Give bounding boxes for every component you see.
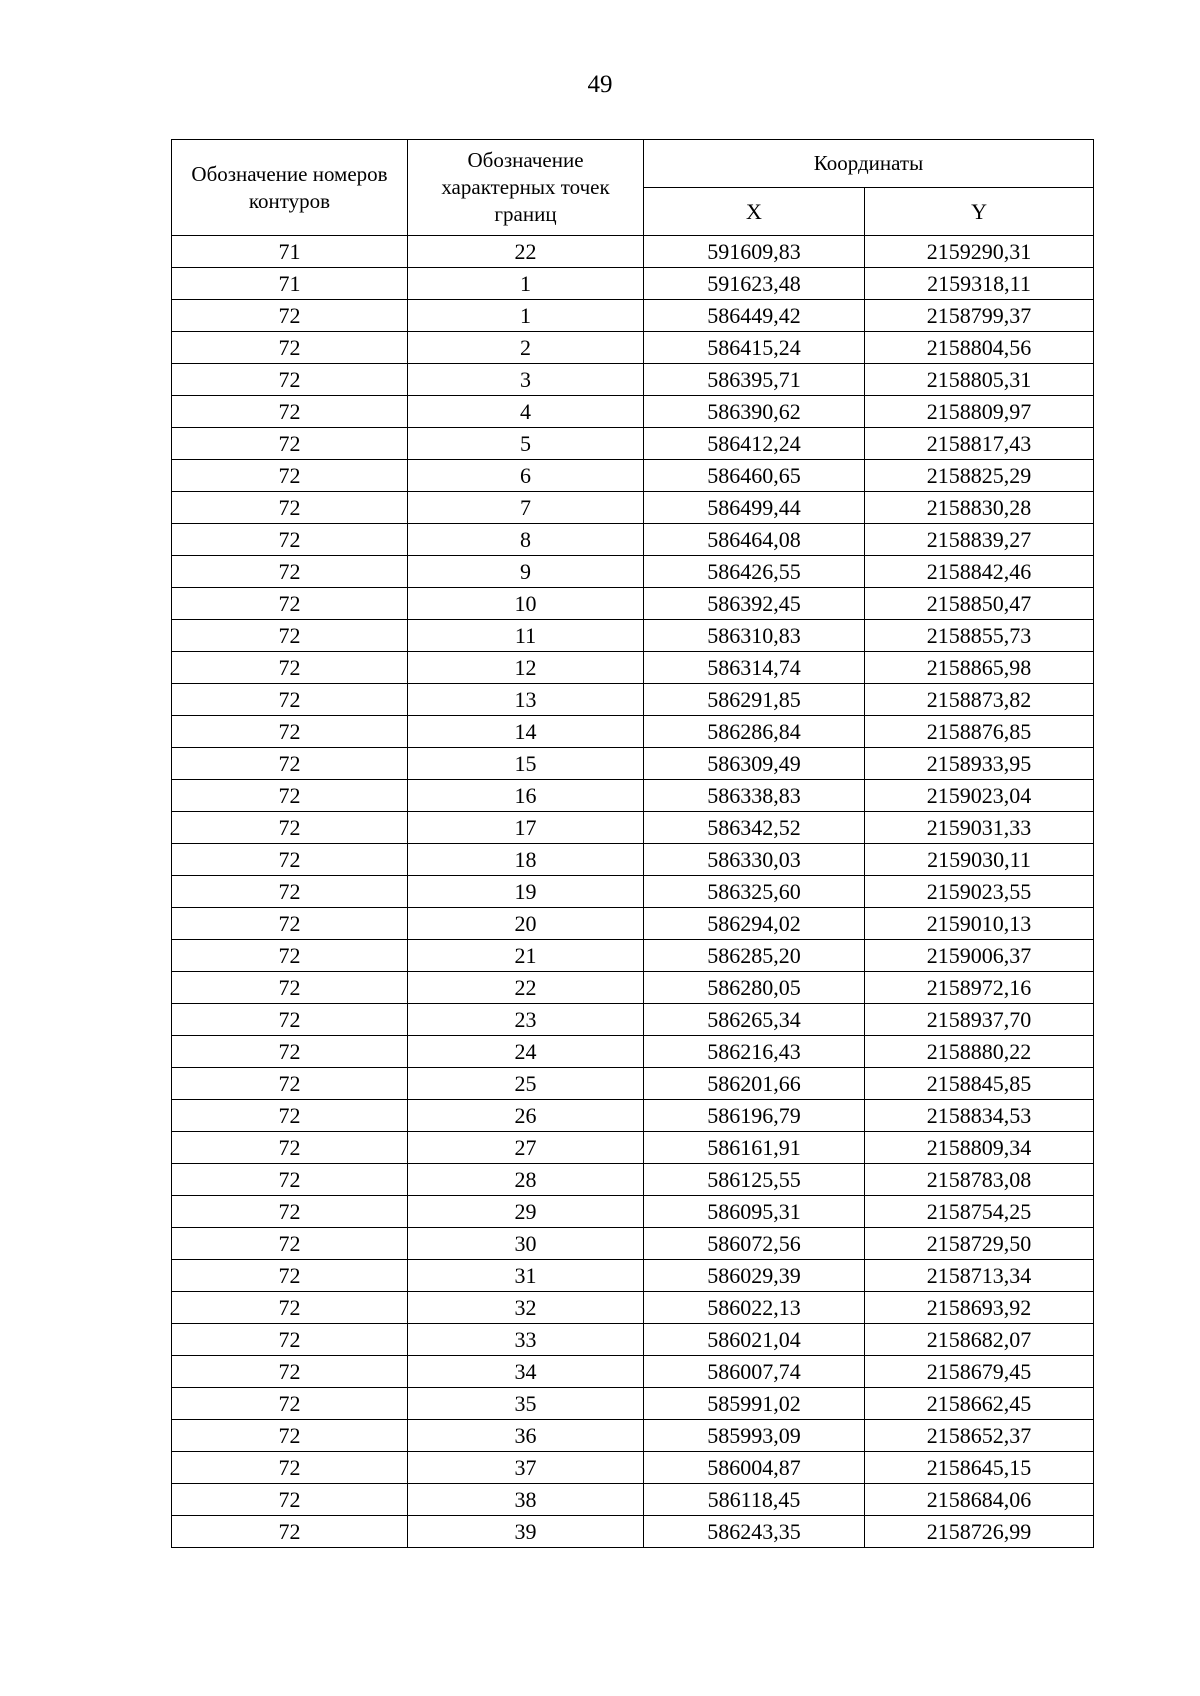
y-coordinate-cell: 2158662,45 bbox=[865, 1388, 1094, 1420]
point-cell: 26 bbox=[408, 1100, 644, 1132]
y-coordinate-cell: 2158783,08 bbox=[865, 1164, 1094, 1196]
x-coordinate-cell: 585993,09 bbox=[644, 1420, 865, 1452]
point-cell: 8 bbox=[408, 524, 644, 556]
x-coordinate-cell: 586029,39 bbox=[644, 1260, 865, 1292]
y-coordinate-cell: 2158713,34 bbox=[865, 1260, 1094, 1292]
x-coordinate-cell: 586395,71 bbox=[644, 364, 865, 396]
point-cell: 7 bbox=[408, 492, 644, 524]
contour-cell: 72 bbox=[172, 1388, 408, 1420]
table-row bbox=[172, 588, 1094, 620]
x-coordinate-cell: 586449,42 bbox=[644, 300, 865, 332]
table-row bbox=[172, 908, 1094, 940]
table-row bbox=[172, 428, 1094, 460]
contour-cell: 72 bbox=[172, 1420, 408, 1452]
table-row bbox=[172, 1164, 1094, 1196]
x-coordinate-cell: 586325,60 bbox=[644, 876, 865, 908]
x-coordinate-cell: 586392,45 bbox=[644, 588, 865, 620]
x-coordinate-cell: 586125,55 bbox=[644, 1164, 865, 1196]
table-row bbox=[172, 492, 1094, 524]
y-coordinate-cell: 2158972,16 bbox=[865, 972, 1094, 1004]
point-cell: 34 bbox=[408, 1356, 644, 1388]
x-coordinate-cell: 586243,35 bbox=[644, 1516, 865, 1548]
x-coordinate-cell: 586310,83 bbox=[644, 620, 865, 652]
table-row bbox=[172, 972, 1094, 1004]
x-coordinate-cell: 586007,74 bbox=[644, 1356, 865, 1388]
x-coordinate-cell: 586309,49 bbox=[644, 748, 865, 780]
point-cell: 1 bbox=[408, 268, 644, 300]
point-cell: 10 bbox=[408, 588, 644, 620]
table-row bbox=[172, 1452, 1094, 1484]
table-row bbox=[172, 268, 1094, 300]
x-coordinate-cell: 586412,24 bbox=[644, 428, 865, 460]
contour-cell: 72 bbox=[172, 460, 408, 492]
x-coordinate-cell: 586021,04 bbox=[644, 1324, 865, 1356]
table-row bbox=[172, 844, 1094, 876]
point-cell: 23 bbox=[408, 1004, 644, 1036]
y-coordinate-cell: 2159031,33 bbox=[865, 812, 1094, 844]
point-cell: 14 bbox=[408, 716, 644, 748]
contour-cell: 72 bbox=[172, 780, 408, 812]
x-coordinate-cell: 586314,74 bbox=[644, 652, 865, 684]
contour-cell: 72 bbox=[172, 844, 408, 876]
x-coordinate-cell: 586280,05 bbox=[644, 972, 865, 1004]
point-cell: 35 bbox=[408, 1388, 644, 1420]
y-coordinate-cell: 2158876,85 bbox=[865, 716, 1094, 748]
table-row bbox=[172, 364, 1094, 396]
contour-cell: 72 bbox=[172, 876, 408, 908]
table-row bbox=[172, 332, 1094, 364]
y-coordinate-cell: 2158834,53 bbox=[865, 1100, 1094, 1132]
contour-cell: 72 bbox=[172, 556, 408, 588]
contour-cell: 72 bbox=[172, 1356, 408, 1388]
y-coordinate-cell: 2158809,97 bbox=[865, 396, 1094, 428]
table-row bbox=[172, 236, 1094, 268]
contour-cell: 72 bbox=[172, 1068, 408, 1100]
x-coordinate-cell: 585991,02 bbox=[644, 1388, 865, 1420]
coordinates-table bbox=[171, 139, 1094, 1548]
y-coordinate-cell: 2158693,92 bbox=[865, 1292, 1094, 1324]
contour-cell: 72 bbox=[172, 1516, 408, 1548]
x-coordinate-cell: 586095,31 bbox=[644, 1196, 865, 1228]
contour-cell: 72 bbox=[172, 1196, 408, 1228]
point-cell: 22 bbox=[408, 236, 644, 268]
point-cell: 32 bbox=[408, 1292, 644, 1324]
point-cell: 19 bbox=[408, 876, 644, 908]
x-coordinate-cell: 586286,84 bbox=[644, 716, 865, 748]
y-coordinate-cell: 2159030,11 bbox=[865, 844, 1094, 876]
table-row bbox=[172, 1004, 1094, 1036]
point-cell: 12 bbox=[408, 652, 644, 684]
contour-cell: 72 bbox=[172, 1292, 408, 1324]
contour-cell: 72 bbox=[172, 908, 408, 940]
point-cell: 6 bbox=[408, 460, 644, 492]
table-row bbox=[172, 1196, 1094, 1228]
point-cell: 29 bbox=[408, 1196, 644, 1228]
x-coordinate-cell: 586338,83 bbox=[644, 780, 865, 812]
page-number: 49 bbox=[587, 71, 613, 98]
point-cell: 21 bbox=[408, 940, 644, 972]
table-row bbox=[172, 300, 1094, 332]
table-row bbox=[172, 1228, 1094, 1260]
point-cell: 24 bbox=[408, 1036, 644, 1068]
table-row bbox=[172, 620, 1094, 652]
contour-cell: 72 bbox=[172, 620, 408, 652]
y-coordinate-cell: 2158684,06 bbox=[865, 1484, 1094, 1516]
y-coordinate-cell: 2158804,56 bbox=[865, 332, 1094, 364]
table-row bbox=[172, 1100, 1094, 1132]
x-coordinate-cell: 586499,44 bbox=[644, 492, 865, 524]
x-coordinate-cell: 586201,66 bbox=[644, 1068, 865, 1100]
point-cell: 16 bbox=[408, 780, 644, 812]
point-cell: 30 bbox=[408, 1228, 644, 1260]
x-coordinate-cell: 586291,85 bbox=[644, 684, 865, 716]
y-coordinate-cell: 2158809,34 bbox=[865, 1132, 1094, 1164]
point-cell: 39 bbox=[408, 1516, 644, 1548]
y-coordinate-cell: 2158729,50 bbox=[865, 1228, 1094, 1260]
table-body bbox=[172, 236, 1094, 1548]
point-cell: 33 bbox=[408, 1324, 644, 1356]
y-coordinate-cell: 2159290,31 bbox=[865, 236, 1094, 268]
point-cell: 3 bbox=[408, 364, 644, 396]
table-row bbox=[172, 1356, 1094, 1388]
point-cell: 5 bbox=[408, 428, 644, 460]
point-cell: 31 bbox=[408, 1260, 644, 1292]
y-coordinate-cell: 2159010,13 bbox=[865, 908, 1094, 940]
point-cell: 15 bbox=[408, 748, 644, 780]
x-coordinate-cell: 586415,24 bbox=[644, 332, 865, 364]
point-cell: 36 bbox=[408, 1420, 644, 1452]
contour-cell: 72 bbox=[172, 972, 408, 1004]
contour-cell: 72 bbox=[172, 588, 408, 620]
x-coordinate-cell: 586022,13 bbox=[644, 1292, 865, 1324]
y-coordinate-cell: 2158799,37 bbox=[865, 300, 1094, 332]
point-cell: 25 bbox=[408, 1068, 644, 1100]
y-coordinate-cell: 2158645,15 bbox=[865, 1452, 1094, 1484]
point-cell: 28 bbox=[408, 1164, 644, 1196]
point-cell: 9 bbox=[408, 556, 644, 588]
table-row bbox=[172, 748, 1094, 780]
x-coordinate-cell: 586072,56 bbox=[644, 1228, 865, 1260]
contour-cell: 72 bbox=[172, 652, 408, 684]
contour-cell: 72 bbox=[172, 1036, 408, 1068]
x-coordinate-cell: 586294,02 bbox=[644, 908, 865, 940]
contour-cell: 71 bbox=[172, 236, 408, 268]
y-coordinate-cell: 2158865,98 bbox=[865, 652, 1094, 684]
point-cell: 37 bbox=[408, 1452, 644, 1484]
table-row bbox=[172, 812, 1094, 844]
y-coordinate-cell: 2158817,43 bbox=[865, 428, 1094, 460]
contour-cell: 72 bbox=[172, 748, 408, 780]
y-coordinate-cell: 2158933,95 bbox=[865, 748, 1094, 780]
table-header bbox=[172, 140, 1094, 236]
x-coordinate-cell: 591609,83 bbox=[644, 236, 865, 268]
table-row bbox=[172, 876, 1094, 908]
contour-cell: 71 bbox=[172, 268, 408, 300]
table-row bbox=[172, 1292, 1094, 1324]
point-designation-header: Обозначение характерных точек границ bbox=[408, 140, 644, 236]
point-cell: 2 bbox=[408, 332, 644, 364]
table-row bbox=[172, 780, 1094, 812]
contour-cell: 72 bbox=[172, 300, 408, 332]
point-cell: 18 bbox=[408, 844, 644, 876]
x-coordinate-cell: 586216,43 bbox=[644, 1036, 865, 1068]
contour-cell: 72 bbox=[172, 1228, 408, 1260]
x-coordinate-cell: 586265,34 bbox=[644, 1004, 865, 1036]
y-coordinate-cell: 2158825,29 bbox=[865, 460, 1094, 492]
table-row bbox=[172, 1484, 1094, 1516]
y-coordinate-cell: 2159006,37 bbox=[865, 940, 1094, 972]
table-row bbox=[172, 1388, 1094, 1420]
x-header: X bbox=[644, 188, 865, 236]
table-row bbox=[172, 716, 1094, 748]
table-row bbox=[172, 460, 1094, 492]
x-coordinate-cell: 586330,03 bbox=[644, 844, 865, 876]
y-coordinate-cell: 2159318,11 bbox=[865, 268, 1094, 300]
y-coordinate-cell: 2158839,27 bbox=[865, 524, 1094, 556]
y-coordinate-cell: 2158850,47 bbox=[865, 588, 1094, 620]
x-coordinate-cell: 591623,48 bbox=[644, 268, 865, 300]
table-row bbox=[172, 396, 1094, 428]
contour-cell: 72 bbox=[172, 492, 408, 524]
x-coordinate-cell: 586285,20 bbox=[644, 940, 865, 972]
table-row bbox=[172, 684, 1094, 716]
y-coordinate-cell: 2158855,73 bbox=[865, 620, 1094, 652]
table-row bbox=[172, 652, 1094, 684]
y-coordinate-cell: 2158880,22 bbox=[865, 1036, 1094, 1068]
table-row bbox=[172, 556, 1094, 588]
y-coordinate-cell: 2158682,07 bbox=[865, 1324, 1094, 1356]
table-row bbox=[172, 1260, 1094, 1292]
contour-cell: 72 bbox=[172, 524, 408, 556]
y-coordinate-cell: 2158805,31 bbox=[865, 364, 1094, 396]
y-coordinate-cell: 2158652,37 bbox=[865, 1420, 1094, 1452]
point-cell: 4 bbox=[408, 396, 644, 428]
point-cell: 1 bbox=[408, 300, 644, 332]
table-row bbox=[172, 524, 1094, 556]
contour-cell: 72 bbox=[172, 332, 408, 364]
x-coordinate-cell: 586464,08 bbox=[644, 524, 865, 556]
contour-cell: 72 bbox=[172, 1452, 408, 1484]
contour-cell: 72 bbox=[172, 940, 408, 972]
y-coordinate-cell: 2158842,46 bbox=[865, 556, 1094, 588]
contour-cell: 72 bbox=[172, 1164, 408, 1196]
x-coordinate-cell: 586460,65 bbox=[644, 460, 865, 492]
contour-cell: 72 bbox=[172, 396, 408, 428]
table-row bbox=[172, 1068, 1094, 1100]
contour-cell: 72 bbox=[172, 1100, 408, 1132]
y-coordinate-cell: 2158679,45 bbox=[865, 1356, 1094, 1388]
contour-cell: 72 bbox=[172, 1132, 408, 1164]
contour-cell: 72 bbox=[172, 364, 408, 396]
coordinates-header: Координаты bbox=[644, 140, 1094, 188]
y-coordinate-cell: 2158873,82 bbox=[865, 684, 1094, 716]
contour-cell: 72 bbox=[172, 1324, 408, 1356]
x-coordinate-cell: 586390,62 bbox=[644, 396, 865, 428]
table-row bbox=[172, 1324, 1094, 1356]
y-coordinate-cell: 2158754,25 bbox=[865, 1196, 1094, 1228]
x-coordinate-cell: 586118,45 bbox=[644, 1484, 865, 1516]
y-coordinate-cell: 2159023,04 bbox=[865, 780, 1094, 812]
point-cell: 20 bbox=[408, 908, 644, 940]
table-row bbox=[172, 940, 1094, 972]
contour-cell: 72 bbox=[172, 716, 408, 748]
table-row bbox=[172, 1132, 1094, 1164]
y-coordinate-cell: 2158937,70 bbox=[865, 1004, 1094, 1036]
point-cell: 11 bbox=[408, 620, 644, 652]
contour-number-header: Обозначение номеров контуров bbox=[172, 140, 408, 236]
y-header: Y bbox=[865, 188, 1094, 236]
table-row bbox=[172, 1516, 1094, 1548]
point-cell: 13 bbox=[408, 684, 644, 716]
table-row bbox=[172, 1420, 1094, 1452]
contour-cell: 72 bbox=[172, 428, 408, 460]
point-cell: 22 bbox=[408, 972, 644, 1004]
y-coordinate-cell: 2158830,28 bbox=[865, 492, 1094, 524]
point-cell: 27 bbox=[408, 1132, 644, 1164]
contour-cell: 72 bbox=[172, 684, 408, 716]
x-coordinate-cell: 586196,79 bbox=[644, 1100, 865, 1132]
x-coordinate-cell: 586426,55 bbox=[644, 556, 865, 588]
contour-cell: 72 bbox=[172, 1004, 408, 1036]
table-row bbox=[172, 1036, 1094, 1068]
y-coordinate-cell: 2158726,99 bbox=[865, 1516, 1094, 1548]
contour-cell: 72 bbox=[172, 1260, 408, 1292]
point-cell: 38 bbox=[408, 1484, 644, 1516]
x-coordinate-cell: 586004,87 bbox=[644, 1452, 865, 1484]
x-coordinate-cell: 586161,91 bbox=[644, 1132, 865, 1164]
y-coordinate-cell: 2159023,55 bbox=[865, 876, 1094, 908]
contour-cell: 72 bbox=[172, 812, 408, 844]
point-cell: 17 bbox=[408, 812, 644, 844]
y-coordinate-cell: 2158845,85 bbox=[865, 1068, 1094, 1100]
contour-cell: 72 bbox=[172, 1484, 408, 1516]
x-coordinate-cell: 586342,52 bbox=[644, 812, 865, 844]
